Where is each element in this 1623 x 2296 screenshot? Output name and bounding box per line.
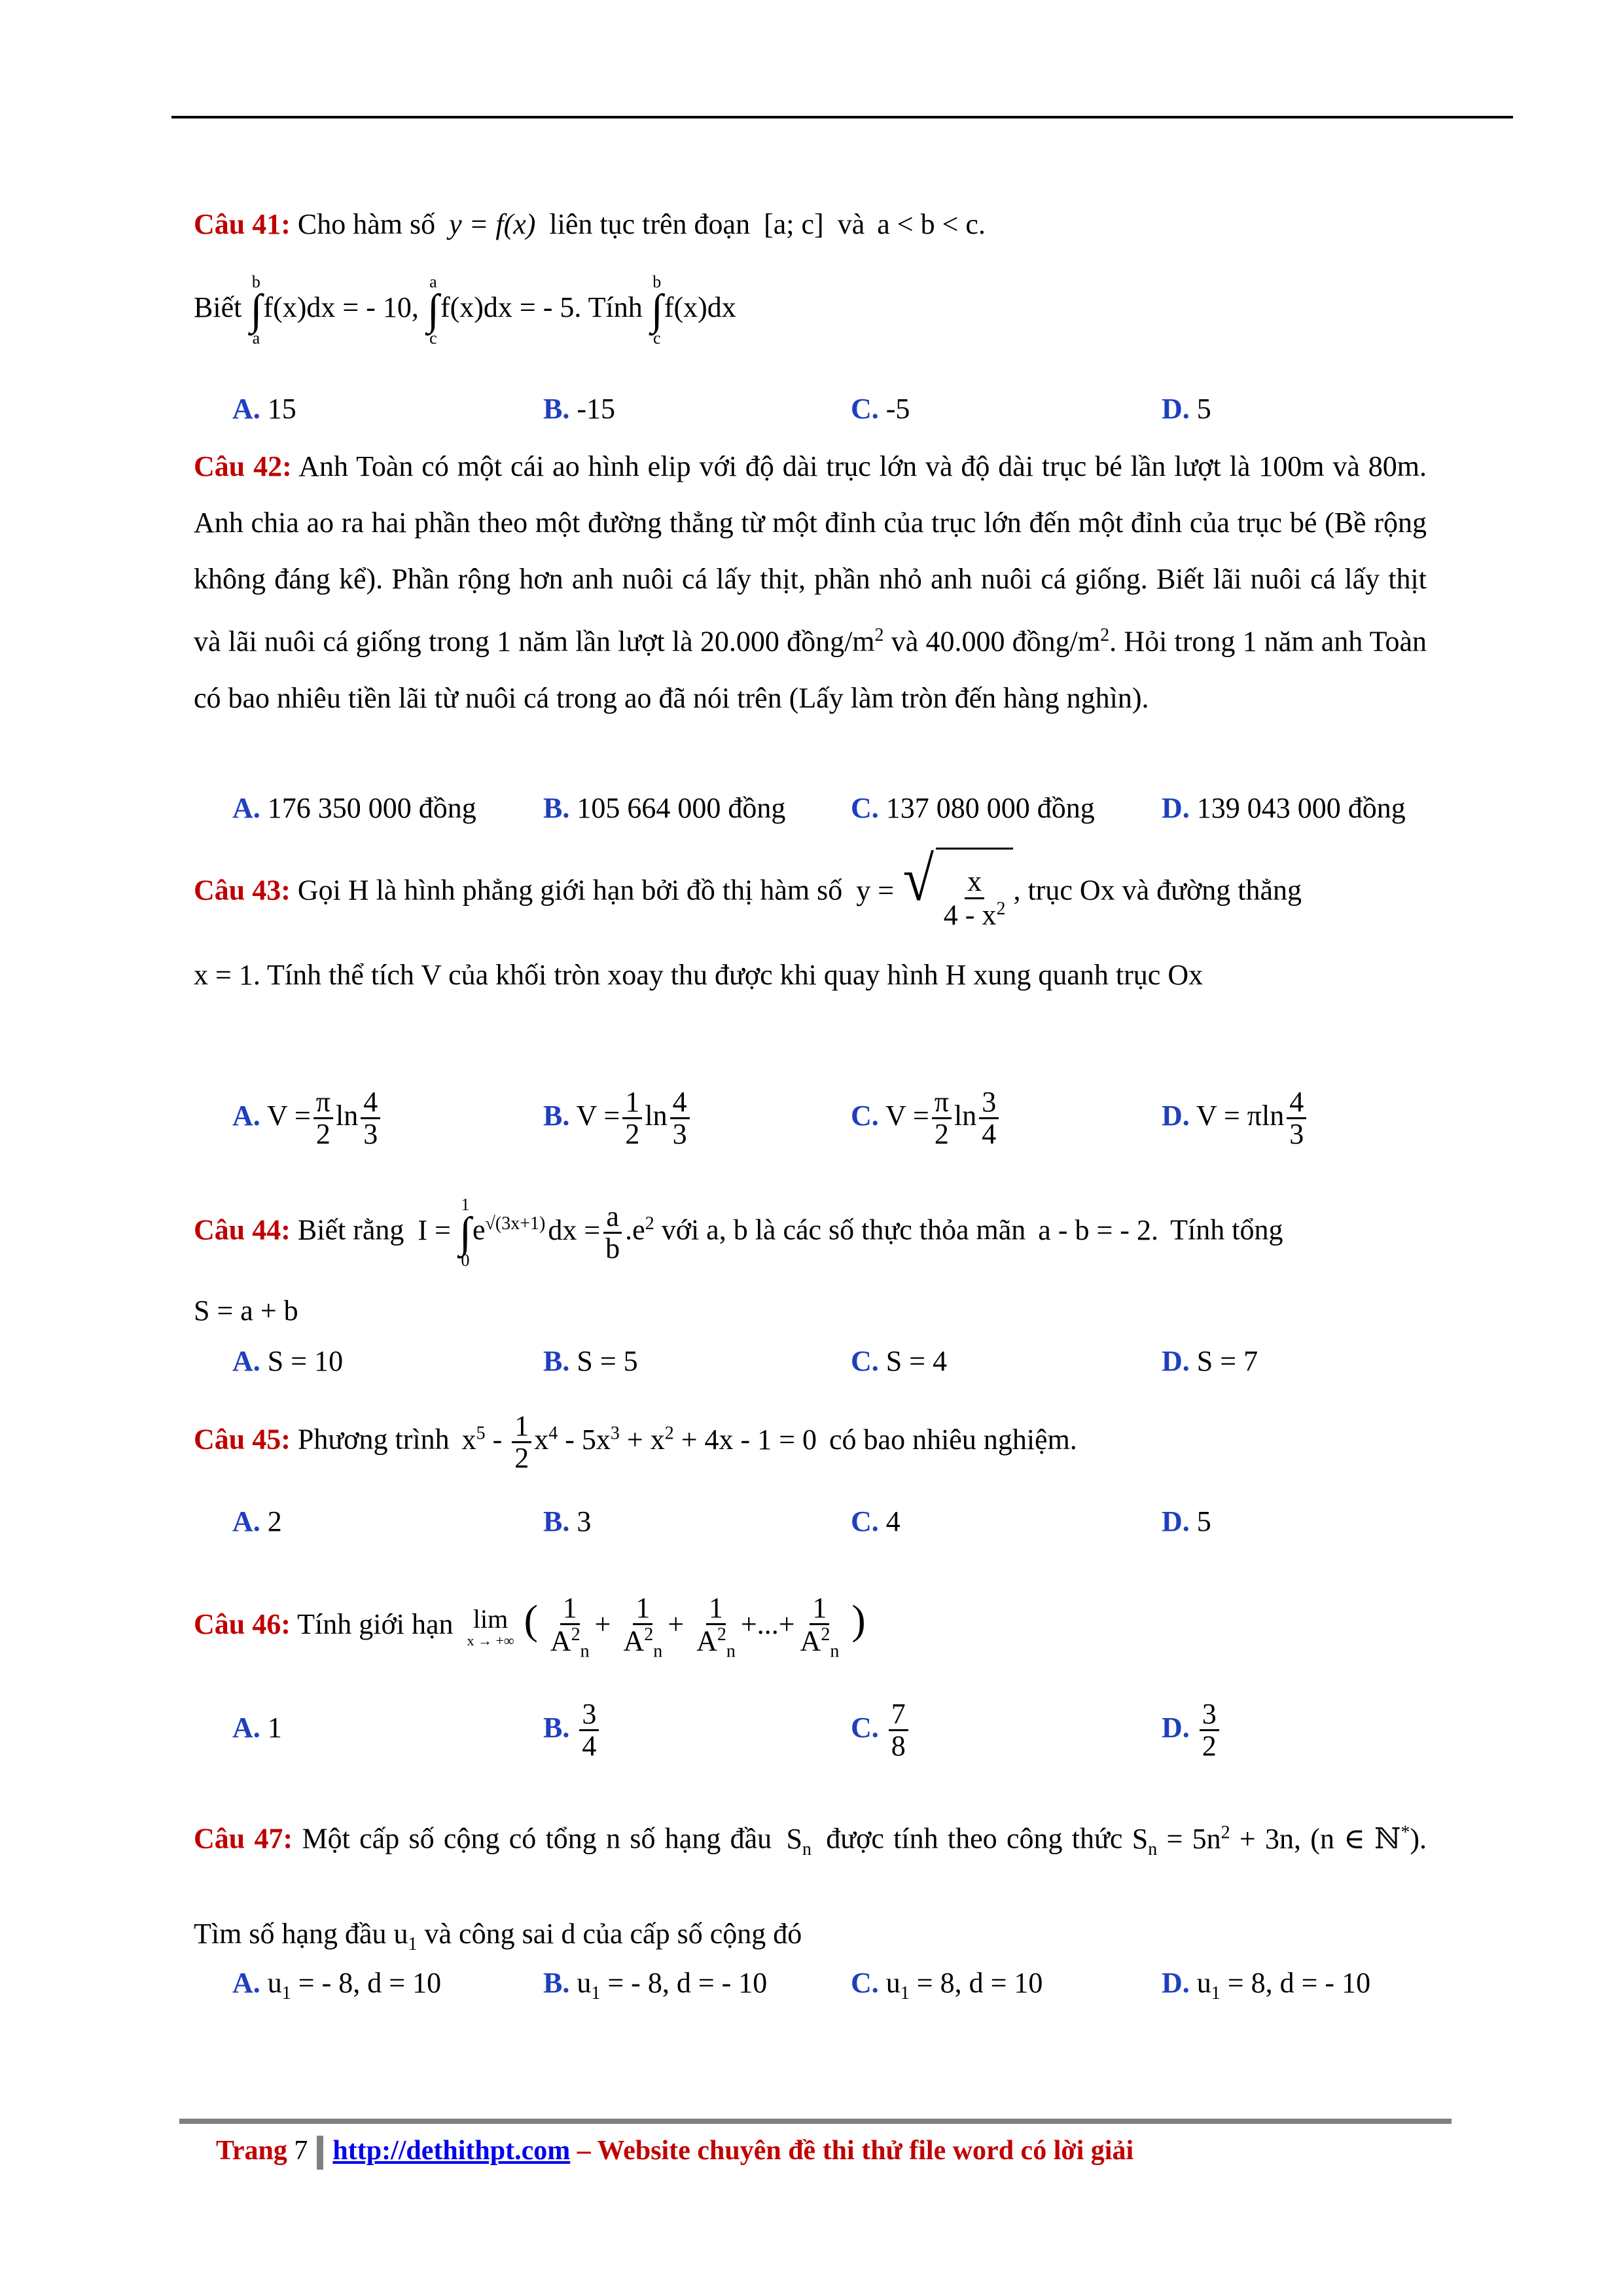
- option-d[interactable]: D. 5: [1162, 1505, 1211, 1537]
- option-b[interactable]: B. 105 664 000 đồng: [543, 792, 786, 824]
- page-number: Trang 7: [216, 2136, 308, 2166]
- options-43: [0, 1077, 1623, 1155]
- question-44-line2: S = a + b: [194, 1295, 298, 1327]
- option-a[interactable]: A. 1: [232, 1712, 282, 1744]
- question-43-line2: x = 1. Tính thể tích V của khối tròn xoay thu được khi quay hình H xung quanh trục Ox: [194, 959, 1204, 991]
- option-b[interactable]: B. V = $\frac{1}{2}$ ln $\frac{4}{3}$: [543, 1077, 692, 1155]
- question-label: Câu 42:: [194, 450, 292, 482]
- option-c[interactable]: C. 4: [851, 1505, 901, 1537]
- option-a[interactable]: A. 2: [232, 1505, 282, 1537]
- question-41: Câu 41: Cho hàm số y = f(x) liên tục trên đoạn [a; c] và a < b < c.: [194, 208, 986, 240]
- sqrt-expression: √ $\frac{x}{4 - x^2}$: [901, 848, 1013, 939]
- footer: [216, 2130, 1133, 2172]
- header-rule: [171, 116, 1513, 118]
- options-47: [0, 1960, 1623, 2006]
- options-41: [0, 386, 1623, 432]
- option-a[interactable]: A. 176 350 000 đồng: [232, 792, 476, 824]
- option-b[interactable]: B. 3: [543, 1505, 592, 1537]
- option-c[interactable]: C. $u_1 = 8$, d = 10: [851, 1967, 1043, 2003]
- integral: 1 ∫ 0: [459, 1194, 471, 1270]
- question-45: Câu 45: Phương trình $x^5$ - $\frac{1}{2}$ $x^4 - 5x^3 + x^2 + 4x - 1 = 0$ có bao nhiêu nghiệm.: [194, 1409, 1077, 1475]
- site-link[interactable]: http://dethithpt.com: [332, 2136, 571, 2166]
- option-a[interactable]: A. S = 10: [232, 1345, 344, 1377]
- question-46: Câu 46: Tính giới hạn lim x → +∞ ( $\frac{1}{A^2_n}$ + $\frac{1}{A^2_n}$ + $\frac{1}{A^2_n}$ +...+ $\frac{1}{A^2_n}$ ): [194, 1591, 866, 1662]
- integral-3: b ∫ c: [651, 272, 663, 348]
- question-label: Câu 41:: [194, 208, 291, 240]
- question-44: Câu 44: Biết rằng I = 1 ∫ 0 $e^{√(3x+1)}dx$ = $\frac{a}{b}$ $.e^2$ với a, b là các số thực thỏa mãn a - b = - 2. Tính tổng: [194, 1194, 1283, 1270]
- question-47: Câu 47: Một cấp số cộng có tổng n số hạng đầu $S_n$ được tính theo công thức $S_n = 5n^2 + 3n$, (n ∈ ℕ*). Tìm số hạng đầu $u_1$ và công sai d của cấp số cộng đó: [194, 1822, 1427, 1955]
- option-c[interactable]: C. V = $\frac{\pi}{2}$ ln $\frac{3}{4}$: [851, 1077, 1001, 1155]
- options-46: [0, 1689, 1623, 1767]
- question-label: Câu 47:: [194, 1822, 293, 1855]
- question-label: Câu 46:: [194, 1608, 291, 1640]
- option-b[interactable]: B. $\frac{3}{4}$: [543, 1689, 601, 1767]
- option-a[interactable]: A. $u_1$ = - 8, d = 10: [232, 1967, 442, 2003]
- question-label: Câu 45:: [194, 1423, 291, 1456]
- option-d[interactable]: D. $u_1 = 8$, d = - 10: [1162, 1967, 1371, 2003]
- question-label: Câu 44:: [194, 1213, 291, 1246]
- option-c[interactable]: C. $\frac{7}{8}$: [851, 1689, 911, 1767]
- footer-tagline: – Website chuyên đề thi thử file word có lời giải: [570, 2136, 1134, 2166]
- footer-divider: [317, 2136, 323, 2170]
- options-45: [0, 1499, 1623, 1545]
- footer-rule: [179, 2119, 1452, 2124]
- option-d[interactable]: D. 139 043 000 đồng: [1162, 792, 1406, 824]
- option-d[interactable]: D. V = πln $\frac{4}{3}$: [1162, 1077, 1309, 1155]
- options-42: [0, 785, 1623, 831]
- option-a[interactable]: A. 15: [232, 393, 296, 425]
- integral-2: a ∫ c: [427, 272, 439, 348]
- option-d[interactable]: D. 5: [1162, 393, 1211, 425]
- option-c[interactable]: C. -5: [851, 393, 910, 425]
- option-d[interactable]: D. $\frac{3}{2}$: [1162, 1689, 1222, 1767]
- limit: lim x → +∞: [467, 1604, 514, 1649]
- option-c[interactable]: C. S = 4: [851, 1345, 948, 1377]
- question-42: Câu 42: Anh Toàn có một cái ao hình elip với độ dài trục lớn và độ dài trục bé lần lượt là 100m và 80m. Anh chia ao ra hai phần theo một đường thẳng từ một đỉnh của trục lớn đến một đỉnh của trục bé (Bề rộng không đáng kể). Phần rộng hơn anh nuôi cá lấy thịt, phần nhỏ anh nuôi cá giống. Biết lãi nuôi cá lấy thịt và lãi nuôi cá giống trong 1 năm lần lượt là 20.000 đồng/$m^2$ và 40.000 đồng/$m^2$. Hỏi trong 1 năm anh Toàn có bao nhiêu tiền lãi từ nuôi cá trong ao đã nói trên (Lấy làm tròn đến hàng nghìn).: [194, 450, 1427, 714]
- options-44: [0, 1338, 1623, 1384]
- option-d[interactable]: D. S = 7: [1162, 1345, 1258, 1377]
- option-c[interactable]: C. 137 080 000 đồng: [851, 792, 1095, 824]
- integral-1: b ∫ a: [250, 272, 262, 348]
- question-43: Câu 43: Gọi H là hình phẳng giới hạn bởi đồ thị hàm số y = √ $\frac{x}{4 - x^2}$ , trục Ox và đường thẳng: [194, 848, 1427, 939]
- option-a[interactable]: A. V = $\frac{\pi}{2}$ ln $\frac{4}{3}$: [232, 1077, 383, 1155]
- option-b[interactable]: B. S = 5: [543, 1345, 638, 1377]
- question-label: Câu 43:: [194, 874, 291, 906]
- option-b[interactable]: B. $u_1$ = - 8, d = - 10: [543, 1967, 768, 2003]
- question-41-line2: Biết b ∫ a f(x)dx = - 10, a ∫ c f(x)dx = - 5. Tính b ∫ c f(x)dx: [194, 272, 736, 348]
- option-b[interactable]: B. -15: [543, 393, 616, 425]
